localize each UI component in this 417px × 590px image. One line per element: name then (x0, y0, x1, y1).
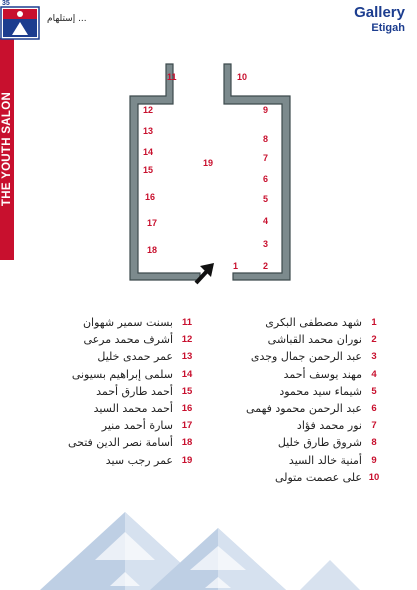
logo-tagline: إستلهام ... (47, 14, 87, 24)
artist-number: 12 (181, 334, 193, 346)
list-item (232, 471, 382, 488)
artist-number: 1 (371, 317, 377, 328)
plan-spot-7: 7 (263, 153, 269, 163)
artist-name: أمنية خالد السيد (288, 453, 362, 467)
plan-spot-6: 6 (263, 174, 269, 184)
list-item (60, 436, 195, 453)
gallery-title: Gallery (354, 4, 405, 21)
list-item (60, 368, 195, 385)
artist-name: سارة أحمد منير (101, 419, 173, 433)
list-item (232, 316, 382, 333)
gallery-subtitle: Etigah (371, 22, 405, 34)
artist-name: أحمد طارق أحمد (96, 384, 173, 398)
artist-number: 4 (371, 368, 377, 380)
artist-number: 13 (181, 351, 193, 363)
artist-name: مهند يوسف أحمد (283, 367, 362, 381)
plan-spot-5: 5 (263, 194, 269, 204)
list-item (60, 454, 195, 471)
list-item (232, 419, 382, 436)
list-item (60, 402, 195, 419)
plan-spot-3: 3 (263, 239, 269, 249)
list-item (60, 316, 195, 333)
artist-number: 7 (371, 420, 377, 432)
plan-spot-19: 19 (203, 158, 214, 168)
artist-name: نوران محمد القباشى (267, 333, 362, 347)
artist-name: أسامة نصر الدين فتحى (67, 436, 173, 450)
side-banner-text: THE YOUTH SALON (1, 91, 13, 207)
artist-name: أشرف محمد مرعى (83, 333, 173, 347)
plan-spot-18: 18 (147, 245, 158, 255)
artist-number: 9 (371, 454, 377, 466)
plan-spot-17: 17 (147, 218, 158, 228)
list-item (232, 385, 382, 402)
plan-spot-8: 8 (263, 134, 269, 144)
artist-number: 11 (181, 317, 193, 328)
artist-number: 19 (181, 454, 193, 466)
plan-spot-16: 16 (145, 192, 156, 202)
pyramid-pattern-icon (40, 512, 360, 590)
artist-name: عبد الرحمن محمود فهمى (246, 401, 362, 415)
artist-number: 3 (371, 351, 377, 363)
artist-number: 18 (181, 437, 193, 449)
artist-name: شروق طارق خليل (277, 436, 362, 450)
list-item (232, 402, 382, 419)
artist-name: أحمد محمد السيد (93, 401, 173, 415)
plan-spot-1: 1 (233, 261, 239, 271)
logo-number: 35 (2, 0, 10, 7)
artist-name: بسنت سمير شهوان (82, 316, 173, 329)
artist-number: 14 (181, 368, 193, 380)
artist-name: عمر رجب سيد (105, 453, 173, 467)
artist-number: 5 (371, 385, 377, 397)
artist-number: 8 (371, 437, 377, 449)
list-item (60, 385, 195, 402)
artist-number: 2 (371, 334, 377, 346)
artist-number: 17 (181, 420, 193, 432)
list-item (232, 333, 382, 350)
list-item (60, 419, 195, 436)
list-item (232, 350, 382, 367)
plan-spot-9: 9 (263, 105, 269, 115)
list-item (60, 350, 195, 367)
artist-name: شهد مصطفى البكرى (265, 316, 362, 329)
artist-name: سلمى إبراهيم بسيونى (71, 367, 173, 381)
list-item (232, 436, 382, 453)
artist-list-11-19 (60, 316, 195, 471)
artist-name: عبد الرحمن جمال وجدى (250, 350, 362, 364)
list-item (60, 333, 195, 350)
plan-spot-4: 4 (263, 216, 269, 226)
artist-number: 10 (368, 471, 380, 483)
artist-name: على عصمت متولى (274, 470, 362, 484)
plan-spot-2: 2 (263, 261, 269, 271)
plan-spot-12: 12 (143, 105, 154, 115)
artist-number: 6 (371, 402, 377, 414)
artist-name: نور محمد فؤاد (296, 419, 362, 433)
plan-spot-10: 10 (237, 72, 248, 82)
plan-spot-15: 15 (143, 165, 154, 175)
plan-spot-14: 14 (143, 147, 154, 157)
list-item (232, 368, 382, 385)
list-item (232, 454, 382, 471)
artist-number: 16 (181, 402, 193, 414)
artist-name: عمر حمدى خليل (97, 350, 173, 364)
plan-spot-11: 11 (167, 72, 177, 82)
artist-name: شيماء سيد محمود (279, 384, 362, 398)
plan-spot-13: 13 (143, 126, 154, 136)
artist-list-1-10 (232, 316, 382, 488)
artist-number: 15 (181, 385, 193, 397)
